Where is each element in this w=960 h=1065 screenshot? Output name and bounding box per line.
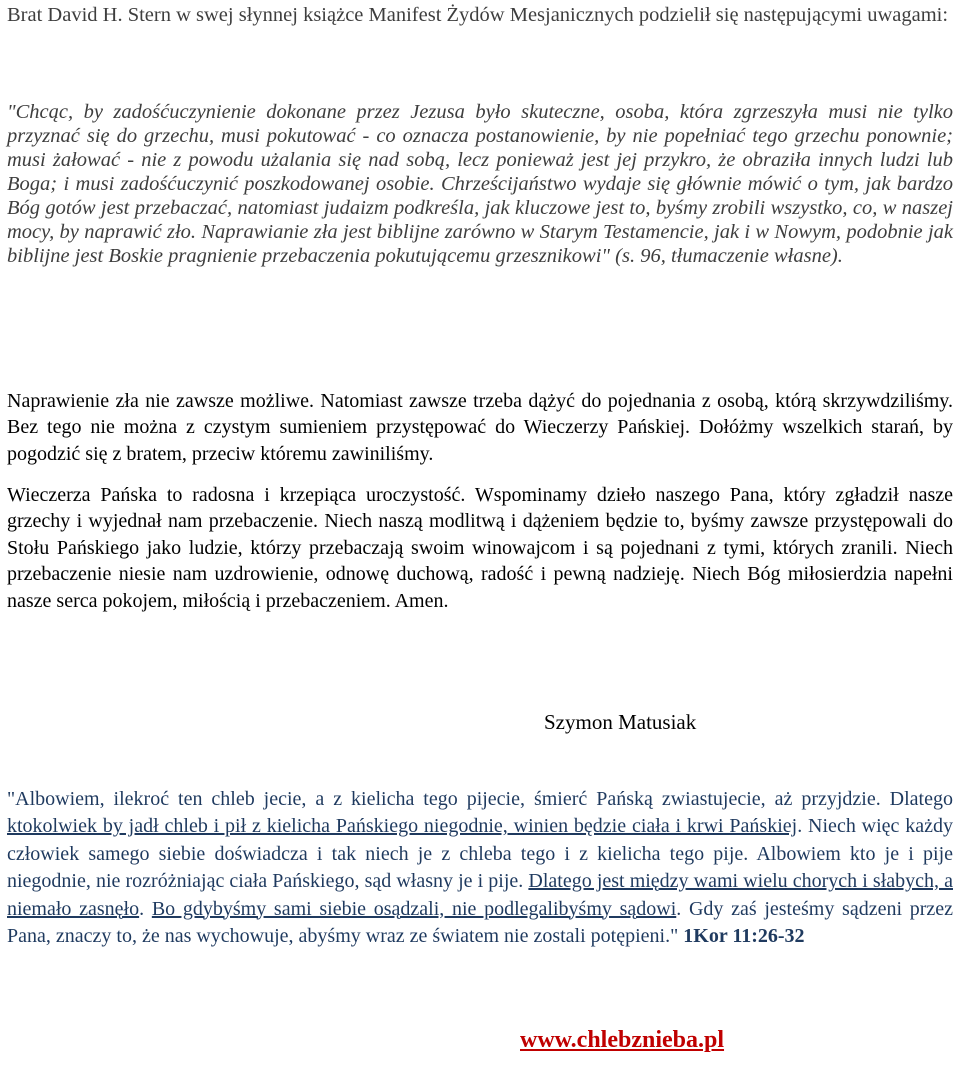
scripture-link-1[interactable]: ktokolwiek by jadł chleb i pił z kielicha Pańskiego niegodnie, winien będzie ciała i krwi Pańskiej: [7, 815, 798, 838]
scripture-link-3[interactable]: Bo gdybyśmy sami siebie osądzali, nie podlegalibyśmy sądowi: [151, 897, 677, 920]
intro-paragraph: Brat David H. Stern w swej słynnej książce Manifest Żydów Mesjanicznych podzielił się następującymi uwagami:: [7, 4, 949, 26]
scripture-text-part-4: . Gdy zaś jesteśmy sądzeni przez Pana, znaczy to, że nas wychowuje, abyśmy wraz ze światem nie zostali potępieni.": [7, 897, 954, 948]
scripture-quote-paragraph: [7, 786, 953, 950]
scripture-text-part-3: .: [139, 897, 152, 920]
author-name: Szymon Matusiak: [544, 710, 697, 734]
scripture-text-part-2: . Niech więc każdy człowiek samego siebie doświadcza i tak niech je z chleba tego i z kielicha tego pije. Albowiem kto je i pije niegodnie, nie rozróżniając ciała Pańskiego, sąd własny je i pije.: [7, 815, 954, 893]
scripture-text-part-1: "Albowiem, ilekroć ten chleb jecie, a z kielicha tego pijecie, śmierć Pańską zwiastujecie, aż przyjdzie. Dlatego: [7, 788, 953, 810]
scripture-link-2[interactable]: Dlatego jest między wami wielu chorych i słabych, a niemało zasnęło: [7, 870, 953, 920]
website-link[interactable]: www.chlebznieba.pl: [520, 1027, 725, 1053]
scripture-reference: 1Kor 11:26-32: [683, 925, 805, 948]
lords-supper-paragraph: Wieczerza Pańska to radosna i krzepiąca uroczystość. Wspominamy dzieło naszego Pana, który zgładził nasze grzechy i wyjednał nam przebaczenie. Niech naszą modlitwą i dążeniem będzie to, byśmy zawsze przystępowali do Stołu Pańskiego jako ludzie, którzy przebaczają swoim winowajcom i są pojednani z tymi, których zranili. Niech przebaczenie niesie nam uzdrowienie, odnowę duchową, radość i pewną nadzieję. Niech Bóg miłosierdzia napełni nasze serca pokojem, miłością i przebaczeniem. Amen.: [7, 484, 953, 612]
reconciliation-paragraph: Naprawienie zła nie zawsze możliwe. Natomiast zawsze trzeba dążyć do pojednania z osobą, którą skrzywdziliśmy. Bez tego nie można z czystym sumieniem przystępować do Wieczerzy Pańskiej. Dołóżmy wszelkich starań, by pogodzić się z bratem, przeciw któremu zawiniliśmy.: [7, 390, 953, 465]
stern-quote-paragraph: "Chcąc, by zadośćuczynienie dokonane przez Jezusa było skuteczne, osoba, która zgrzeszyła musi nie tylko przyznać się do grzechu, musi pokutować - co oznacza postanowienie, by nie popełniać tego grzechu ponownie; musi żałować - nie z powodu użalania się nad sobą, lecz ponieważ jest jej przykro, że obraziła innych ludzi lub Boga; i musi zadośćuczynić poszkodowanej osobie. Chrześcijaństwo wydaje się głównie mówić o tym, jak bardzo Bóg gotów jest przebaczać, natomiast judaizm podkreśla, jak kluczowe jest to, byśmy zrobili wszystko, co, w naszej mocy, by naprawić zło. Naprawianie zła jest biblijne zarówno w Starym Testamencie, jak i w Nowym, podobnie jak biblijne jest Boskie pragnienie przebaczenia pokutującemu grzesznikowi" (s. 96, tłumaczenie własne).: [7, 101, 953, 267]
